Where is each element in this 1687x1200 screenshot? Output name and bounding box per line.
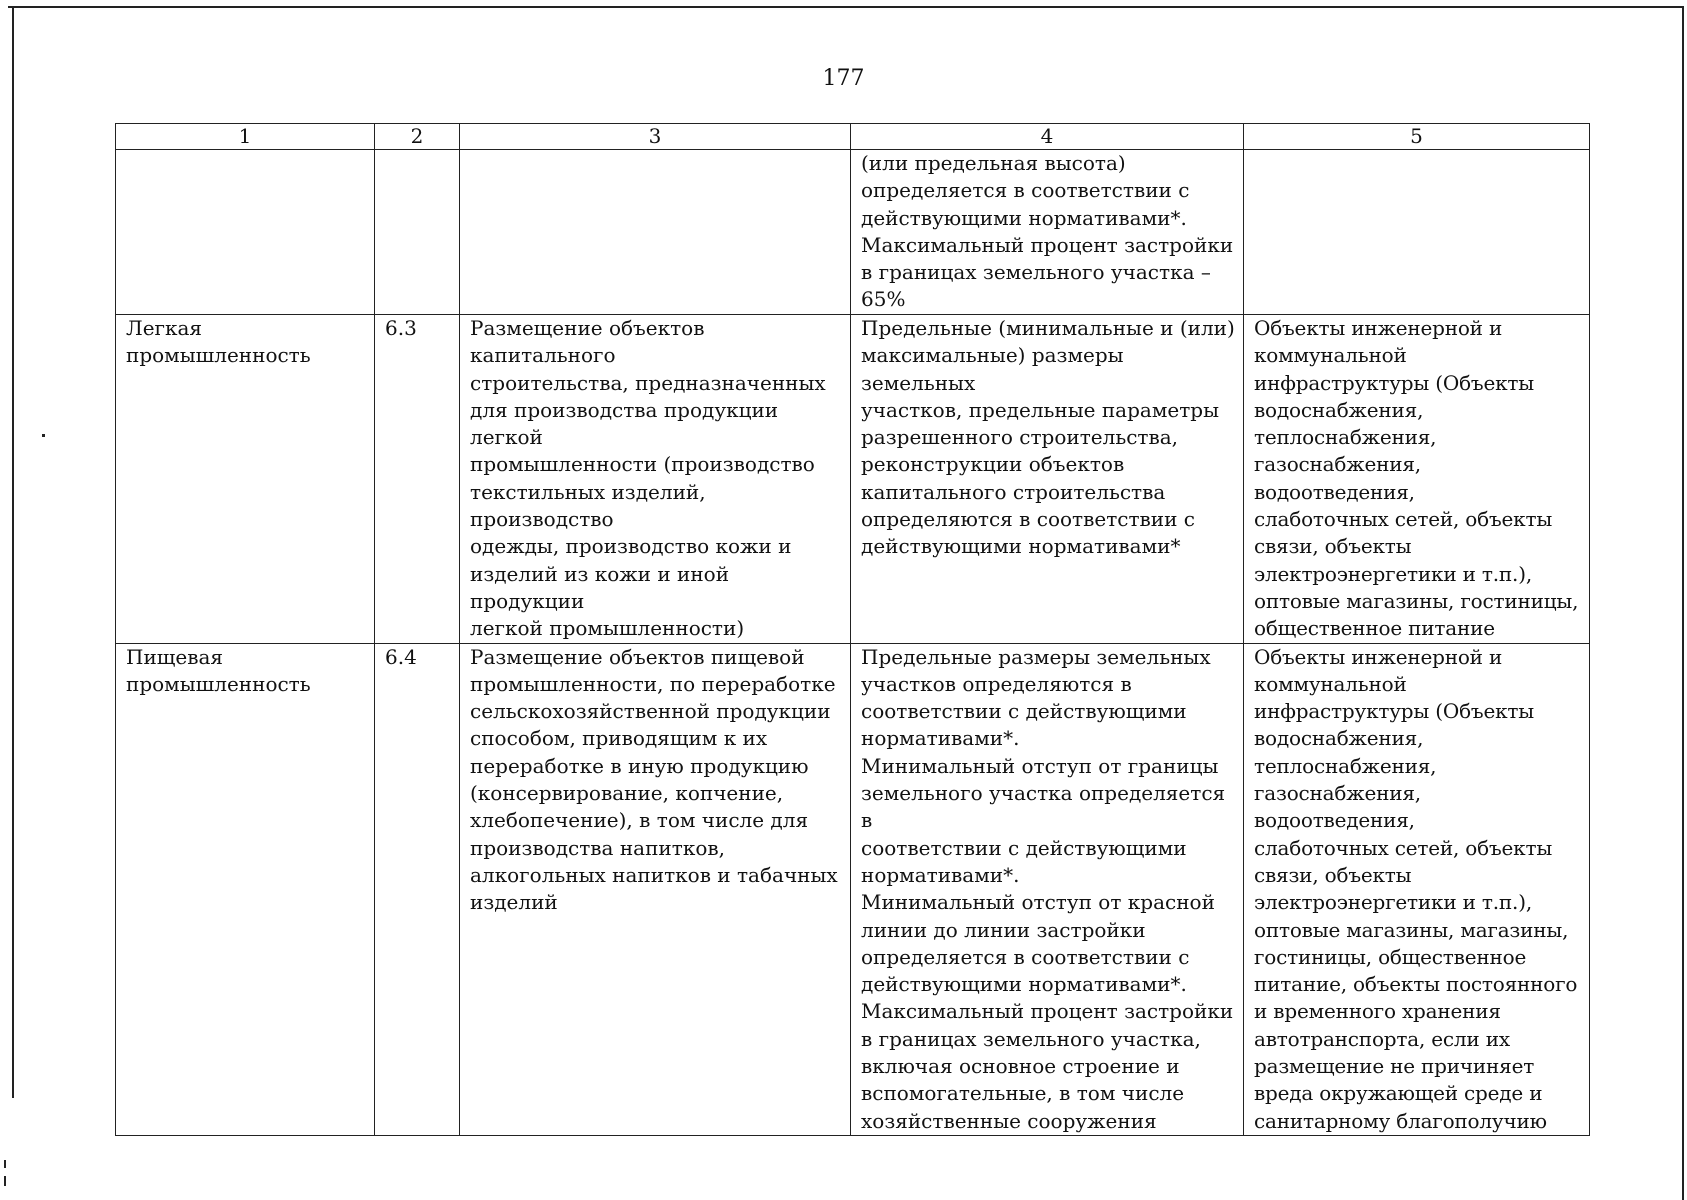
- column-header: 4: [851, 124, 1244, 150]
- use-type-description: [460, 150, 851, 315]
- limit-parameters: Предельные размеры земельных участков определяются в соответствии с действующими нормативами*. Минимальный отступ от границы земельного участка определяется в соответствии с действующими нормативами*. Минимальный отступ от красной линии до линии застройки определяется в соответствии с действующими нормативами*. Максимальный процент застройки в границах земельного участка, включая основное строение и вспомогательные, в том числе хозяйственные сооружения: [851, 643, 1244, 1135]
- use-type-name: Легкая промышленность: [116, 315, 375, 644]
- land-use-table: [115, 123, 1590, 1136]
- page-number: 177: [822, 66, 865, 91]
- auxiliary-uses: [1244, 150, 1590, 315]
- column-header: 2: [375, 124, 460, 150]
- scan-speck: [4, 1160, 6, 1168]
- scan-speck: [4, 1176, 6, 1186]
- table-header-row: [116, 124, 1590, 150]
- limit-parameters: Предельные (минимальные и (или) максимальные) размеры земельных участков, предельные параметры разрешенного строительства, реконструкции объектов капитального строительства определяются в соответствии с действующими нормативами*: [851, 315, 1244, 644]
- scan-border-right: [1682, 8, 1684, 1200]
- use-type-code: 6.4: [375, 643, 460, 1135]
- use-type-code: 6.3: [375, 315, 460, 644]
- use-type-description: Размещение объектов капитального строительства, предназначенных для производства продукции легкой промышленности (производство текстильных изделий, производство одежды, производство кожи и изделий из кожи и иной продукции легкой промышленности): [460, 315, 851, 644]
- auxiliary-uses: Объекты инженерной и коммунальной инфраструктуры (Объекты водоснабжения, теплоснабжения, газоснабжения, водоотведения, слаботочных сетей, объекты связи, объекты электроэнергетики и т.п.), оптовые магазины, магазины, гостиницы, общественное питание, объекты постоянного и временного хранения автотранспорта, если их размещение не причиняет вреда окружающей среде и санитарному благополучию: [1244, 643, 1590, 1135]
- use-type-name: [116, 150, 375, 315]
- limit-parameters: (или предельная высота) определяется в соответствии с действующими нормативами*. Максимальный процент застройки в границах земельного участка – 65%: [851, 150, 1244, 315]
- column-header: 5: [1244, 124, 1590, 150]
- column-header: 1: [116, 124, 375, 150]
- use-type-code: [375, 150, 460, 315]
- scan-border-left: [12, 8, 14, 1098]
- use-type-description: Размещение объектов пищевой промышленности, по переработке сельскохозяйственной продукции способом, приводящим к их переработке в иную продукцию (консервирование, копчение, хлебопечение), в том числе для производства напитков, алкогольных напитков и табачных изделий: [460, 643, 851, 1135]
- scan-border-top: [8, 6, 1684, 8]
- use-type-name: Пищевая промышленность: [116, 643, 375, 1135]
- auxiliary-uses: Объекты инженерной и коммунальной инфраструктуры (Объекты водоснабжения, теплоснабжения, газоснабжения, водоотведения, слаботочных сетей, объекты связи, объекты электроэнергетики и т.п.), оптовые магазины, гостиницы, общественное питание: [1244, 315, 1590, 644]
- table-row: [116, 315, 1590, 644]
- table-row: [116, 150, 1590, 315]
- scan-speck: [42, 434, 45, 437]
- table-row: [116, 643, 1590, 1135]
- column-header: 3: [460, 124, 851, 150]
